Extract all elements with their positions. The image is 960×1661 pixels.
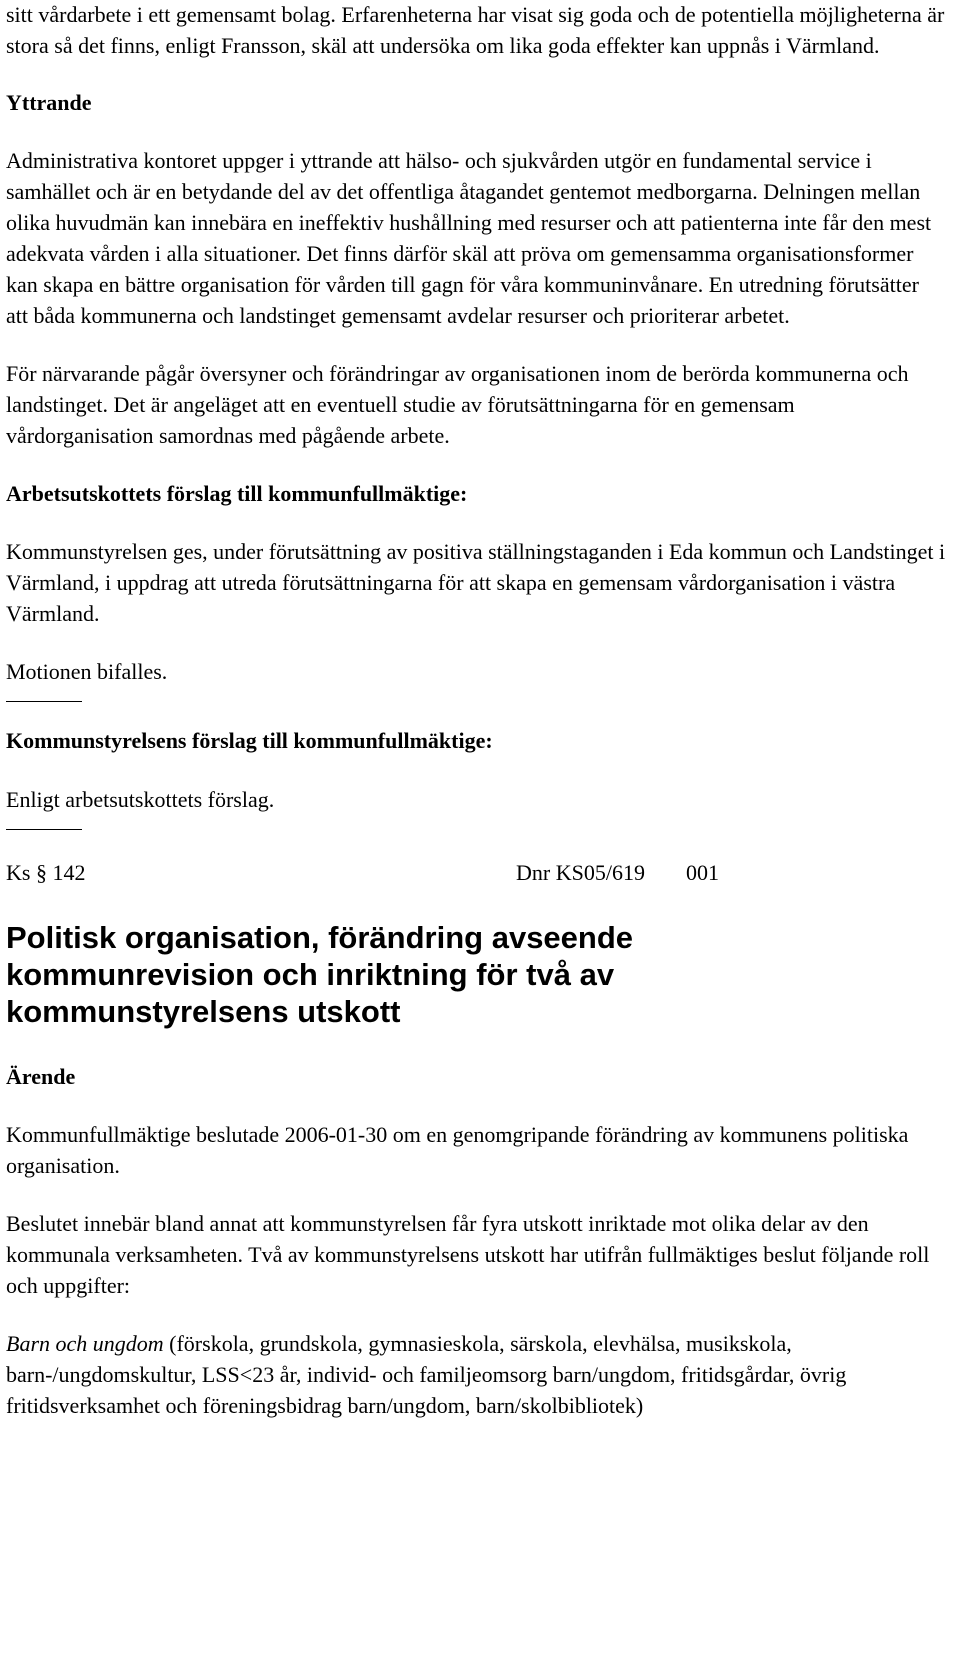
- arende-paragraph-1: Kommunfullmäktige beslutade 2006-01-30 om en genomgripande förändring av kommunens politiska organisation.: [6, 1122, 909, 1178]
- committee-responsibilities: (förskola, grundskola, gymnasieskola, särskola, elevhälsa, musikskola, barn-/ungdomskultur, LSS<23 år, individ- och familjeomsorg barn/ungdom, fritidsgårdar, övrig fritidsverksamhet och föreningsbidrag barn/ungdom, barn/skolbibliotek): [6, 1331, 847, 1418]
- separator-line: [6, 701, 82, 702]
- committee-name: Barn och ungdom: [6, 1331, 164, 1356]
- ks-proposal-text: Enligt arbetsutskottets förslag.: [6, 787, 275, 812]
- arende-heading: Ärende: [6, 1064, 76, 1089]
- yttrande-paragraph-2: För närvarande pågår översyner och förändringar av organisationen inom de berörda kommunerna och landstinget. Det är angeläget att en eventuell studie av förutsättningarna för en gemensam vårdorganisation samordnas med pågående arbete.: [6, 361, 909, 448]
- arende-paragraph-2: Beslutet innebär bland annat att kommunstyrelsen får fyra utskott inriktade mot olika delar av den kommunala verksamheten. Två av kommunstyrelsens utskott har utifrån fullmäktiges beslut följande roll och uppgifter:: [6, 1211, 930, 1298]
- yttrande-paragraph-1: Administrativa kontoret uppger i yttrande att hälso- och sjukvården utgör en fundamental service i samhället och är en betydande del av det offentliga åtagandet gentemot medborgarna. Delningen mellan olika huvudmän kan innebära en ineffektiv hushållning med resurser och att patienterna inte får den mest adekvata vården i alla situationer. Det finns därför skäl att pröva om gemensamma organisationsformer kan skapa en bättre organisation för vården till gagn för våra kommuninvånare. En utredning förutsätter att båda kommunerna och landstinget gemensamt avdelar resurser och prioriterar arbetet.: [6, 148, 932, 328]
- section-title-line: kommunstyrelsens utskott: [6, 994, 401, 1029]
- au-decision: Motionen bifalles.: [6, 659, 168, 684]
- document-page: [6, 0, 946, 1421]
- section-number: Ks § 142: [6, 860, 86, 885]
- yttrande-heading: Yttrande: [6, 90, 92, 115]
- section-title: [6, 919, 946, 1030]
- section-title-line: Politisk organisation, förändring avseende: [6, 920, 634, 955]
- case-number: Dnr KS05/619: [516, 860, 645, 885]
- au-proposal-text: Kommunstyrelsen ges, under förutsättning av positiva ställningstaganden i Eda kommun och Landstinget i Värmland, i uppdrag att utreda förutsättningarna för att skapa en gemensam vårdorganisation i västra Värmland.: [6, 539, 946, 626]
- intro-paragraph: sitt vårdarbete i ett gemensamt bolag. Erfarenheterna har visat sig goda och de potentiella möjligheterna är stora så det finns, enligt Fransson, skäl att undersöka om lika goda effekter kan uppnås i Värmland.: [6, 2, 945, 58]
- au-proposal-heading: Arbetsutskottets förslag till kommunfullmäktige:: [6, 481, 468, 506]
- section-title-line: kommunrevision och inriktning för två av: [6, 957, 615, 992]
- committee-list-item: [6, 1328, 946, 1421]
- paragraph-reference-line: [6, 857, 946, 888]
- ks-proposal-heading: Kommunstyrelsens förslag till kommunfullmäktige:: [6, 728, 493, 753]
- archive-code: 001: [686, 860, 719, 885]
- separator-line: [6, 829, 82, 830]
